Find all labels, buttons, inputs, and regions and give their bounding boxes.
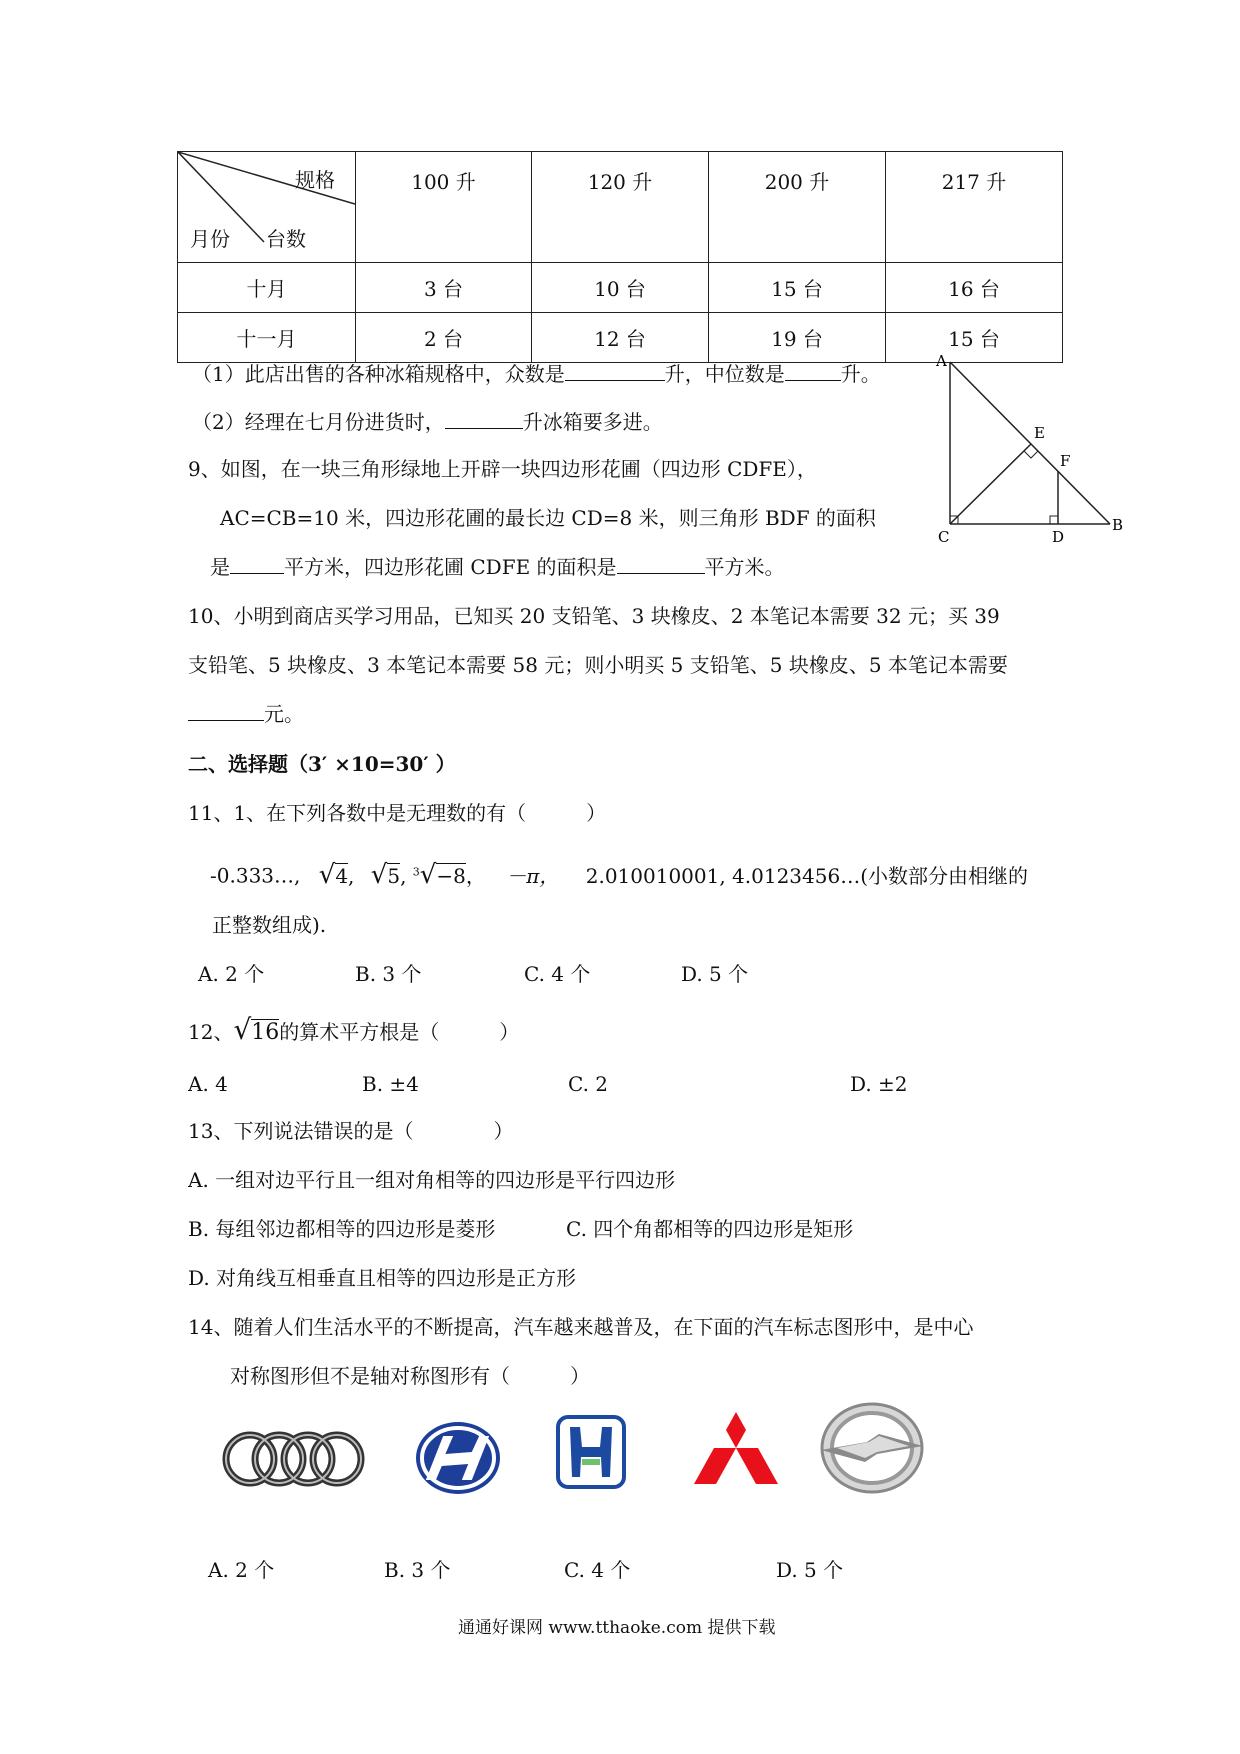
q12-stem: 12、√16的算术平方根是（ ） [188, 1013, 520, 1046]
label-D: D [1052, 528, 1065, 546]
q11-option-b[interactable]: B. 3 个 [355, 962, 422, 986]
mitsubishi-logo [694, 1412, 778, 1490]
sqrt-5: √5, [370, 859, 407, 890]
q9-line1: 9、如图，在一块三角形绿地上开辟一块四边形花圃（四边形 CDFE）， [188, 457, 817, 481]
answer-blank[interactable] [785, 360, 841, 381]
table-cell: 15 台 [886, 313, 1063, 363]
corner-count-label: 台数 [266, 227, 306, 251]
q9-line3 [210, 553, 785, 581]
header-cell: 217 升 [886, 152, 1063, 263]
sqrt-5-radicand: 5 [387, 863, 401, 888]
table-cell: 12 台 [532, 313, 709, 363]
table-cell: 19 台 [709, 313, 886, 363]
q8-part2-text-a: （2）经理在七月份进货时， [192, 410, 445, 434]
q12-option-b[interactable]: B. ±4 [362, 1072, 419, 1096]
answer-blank[interactable] [230, 553, 284, 574]
cbrt-index: 3 [412, 865, 420, 878]
cbrt-neg8: $^3$√−8， [412, 859, 486, 890]
opel-logo [817, 1400, 927, 1496]
answer-blank[interactable] [445, 408, 523, 429]
q13-option-d[interactable]: D. 对角线互相垂直且相等的四边形是正方形 [188, 1266, 577, 1290]
sqrt-4-radicand: 4 [335, 863, 349, 888]
q10-line2: 支铅笔、5 块橡皮、3 本笔记本需要 58 元；则小明买 5 支铅笔、5 块橡皮、5 本笔记本需要 [188, 653, 1008, 677]
q12-option-c[interactable]: C. 2 [568, 1072, 609, 1096]
q9-line2: AC=CB=10 米，四边形花圃的最长边 CD=8 米，则三角形 BDF 的面积 [220, 506, 876, 530]
q10-line3 [188, 700, 304, 728]
q8-part1-text-b: 升，中位数是 [664, 362, 785, 386]
page-footer: 通通好课网 www.tthaoke.com 提供下载 [458, 1618, 776, 1638]
q12-option-a[interactable]: A. 4 [188, 1072, 228, 1096]
q10-line3-text: 元。 [264, 702, 304, 726]
header-cell: 120 升 [532, 152, 709, 263]
q14-line2: 对称图形但不是轴对称图形有（ ） [230, 1364, 590, 1388]
label-B: B [1112, 516, 1124, 534]
answer-blank[interactable] [617, 553, 705, 574]
table-cell: 15 台 [709, 263, 886, 313]
q8-part1 [192, 360, 881, 388]
q11-option-d[interactable]: D. 5 个 [681, 962, 749, 986]
audi-logo [220, 1428, 366, 1490]
header-cell: 200 升 [709, 152, 886, 263]
table-cell: 10 台 [532, 263, 709, 313]
q8-part2-text-b: 升冰箱要多进。 [522, 410, 663, 434]
q12-option-d[interactable]: D. ±2 [850, 1072, 908, 1096]
row-label: 十一月 [178, 313, 356, 363]
corner-month-label: 月份 [190, 227, 230, 251]
q12-suffix: 的算术平方根是（ ） [279, 1020, 520, 1044]
q14-option-d[interactable]: D. 5 个 [776, 1558, 844, 1582]
table-cell: 3 台 [356, 263, 532, 313]
q9-line3-text-c: 平方米。 [704, 555, 785, 579]
header-cell: 100 升 [356, 152, 532, 263]
q11-stem: 11、1、在下列各数中是无理数的有（ ） [188, 801, 607, 825]
sqrt-4: √4, [318, 859, 355, 890]
q11-num-text-b: 2.010010001, 4.0123456…(小数部分由相继的 [585, 863, 1029, 888]
q13-option-b[interactable]: B. 每组邻边都相等的四边形是菱形 [188, 1217, 496, 1241]
label-C: C [938, 528, 950, 546]
q13-option-c[interactable]: C. 四个角都相等的四边形是矩形 [566, 1217, 854, 1241]
neg-pi: －π， [506, 863, 560, 888]
q12-radicand: 16 [251, 1020, 280, 1045]
q11-option-c[interactable]: C. 4 个 [524, 962, 591, 986]
table-header-row [178, 152, 1063, 263]
q11-numbers [210, 858, 1028, 890]
table-row [178, 263, 1063, 313]
q8-part1-text-a: （1）此店出售的各种冰箱规格中，众数是 [192, 362, 565, 386]
q11-num-text: -0.333…, [210, 863, 301, 888]
q8-part2 [192, 408, 663, 436]
table-corner-cell [178, 152, 356, 263]
q8-part1-text-c: 升。 [840, 362, 881, 386]
table-cell: 2 台 [356, 313, 532, 363]
q12-prefix: 12、 [188, 1020, 234, 1044]
spec-table [177, 151, 1063, 363]
q11-option-a[interactable]: A. 2 个 [198, 962, 265, 986]
label-F: F [1060, 452, 1071, 470]
label-A: A [936, 352, 947, 370]
row-label: 十月 [178, 263, 356, 313]
triangle-figure [930, 352, 1130, 552]
honda-logo [556, 1415, 626, 1489]
q9-line3-text-b: 平方米，四边形花圃 CDFE 的面积是 [284, 555, 617, 579]
q14-option-a[interactable]: A. 2 个 [208, 1558, 275, 1582]
q14-line1: 14、随着人们生活水平的不断提高，汽车越来越普及，在下面的汽车标志图形中，是中心 [188, 1315, 974, 1339]
table-cell: 16 台 [886, 263, 1063, 313]
answer-blank[interactable] [188, 700, 264, 721]
q14-option-c[interactable]: C. 4 个 [564, 1558, 631, 1582]
q13-option-a[interactable]: A. 一组对边平行且一组对角相等的四边形是平行四边形 [188, 1168, 676, 1192]
section-title: 二、选择题（3′ ×10=30′ ） [188, 752, 456, 776]
q10-line1: 10、小明到商店买学习用品，已知买 20 支铅笔、3 块橡皮、2 本笔记本需要 32 元；买 39 [188, 604, 1000, 628]
q9-line3-text-a: 是 [210, 555, 230, 579]
label-E: E [1034, 424, 1045, 442]
q14-option-b[interactable]: B. 3 个 [384, 1558, 451, 1582]
cbrt-radicand: −8 [436, 863, 466, 888]
corner-spec-label: 规格 [295, 168, 335, 192]
hyundai-logo [413, 1418, 503, 1498]
q13-stem: 13、下列说法错误的是（ ） [188, 1119, 514, 1143]
q11-line3: 正整数组成). [212, 913, 327, 937]
answer-blank[interactable] [565, 360, 665, 381]
